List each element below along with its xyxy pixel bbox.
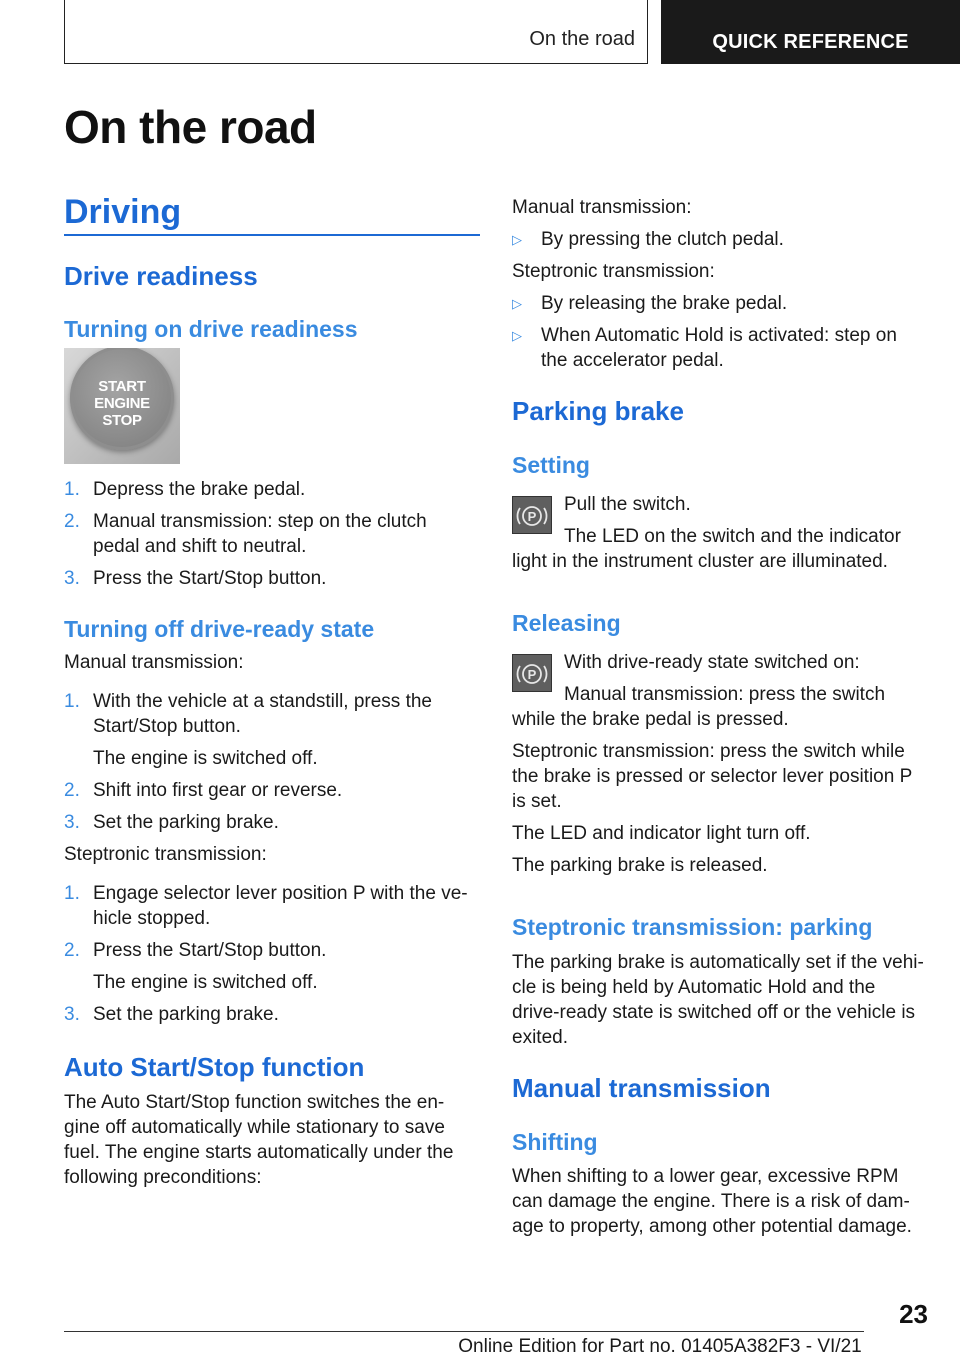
list-item: Start/Stop button. bbox=[93, 716, 241, 737]
parking-brake-switch-icon bbox=[512, 496, 552, 534]
page-title: On the road bbox=[64, 101, 317, 153]
list-item: Set the parking brake. bbox=[93, 1004, 279, 1025]
steptronic-parking-line: cle is being held by Automatic Hold and the bbox=[512, 977, 876, 998]
start-button-label: START ENGINE STOP bbox=[94, 378, 150, 429]
list-item: By pressing the clutch pedal. bbox=[541, 229, 784, 250]
heading-parking-brake: Parking brake bbox=[512, 396, 684, 426]
steptronic-parking-line: drive-ready state is switched off or the vehicle is bbox=[512, 1002, 916, 1023]
header-section-title: On the road bbox=[529, 28, 635, 50]
svg-text:P: P bbox=[527, 509, 537, 524]
releasing-line: is set. bbox=[512, 791, 562, 812]
list-item: By releasing the brake pedal. bbox=[541, 293, 788, 314]
auto-text-line: following preconditions: bbox=[64, 1167, 262, 1188]
list-item: The engine is switched off. bbox=[93, 748, 318, 769]
list-number: 3. bbox=[64, 568, 80, 589]
bullet-triangle-icon: ▷ bbox=[512, 232, 522, 247]
page-number: 23 bbox=[899, 1299, 928, 1329]
start-engine-stop-button-image bbox=[64, 348, 180, 464]
list-item: When Automatic Hold is activated: step on bbox=[541, 325, 897, 346]
heading-manual-transmission: Manual transmission bbox=[512, 1073, 771, 1103]
shifting-line: When shifting to a lower gear, excessive RPM bbox=[512, 1166, 899, 1187]
releasing-line: the brake is pressed or selector lever position P bbox=[512, 766, 913, 787]
auto-text-line: fuel. The engine starts automatically under the bbox=[64, 1142, 454, 1163]
bullet-triangle-icon: ▷ bbox=[512, 296, 522, 311]
manual-transmission-label: Manual transmission: bbox=[64, 652, 244, 673]
footer-edition: Online Edition for Part no. 01405A382F3 - VI/21 bbox=[458, 1336, 862, 1357]
footer-rule bbox=[64, 1331, 864, 1332]
list-item: Manual transmission: step on the clutch bbox=[93, 511, 427, 532]
list-item: With the vehicle at a standstill, press the bbox=[93, 691, 432, 712]
manual-transmission-label: Manual transmission: bbox=[512, 197, 692, 218]
list-item: Press the Start/Stop button. bbox=[93, 568, 327, 589]
releasing-line: Manual transmission: press the switch bbox=[564, 684, 886, 705]
heading-releasing: Releasing bbox=[512, 610, 621, 636]
releasing-line: With drive-ready state switched on: bbox=[564, 652, 860, 673]
list-number: 2. bbox=[64, 780, 80, 801]
heading-shifting: Shifting bbox=[512, 1129, 598, 1155]
list-item: The engine is switched off. bbox=[93, 972, 318, 993]
setting-line: light in the instrument cluster are illuminated. bbox=[512, 551, 888, 572]
releasing-line: while the brake pedal is pressed. bbox=[512, 709, 789, 730]
list-number: 1. bbox=[64, 883, 80, 904]
steptronic-transmission-label: Steptronic transmission: bbox=[64, 844, 267, 865]
list-item: hicle stopped. bbox=[93, 908, 211, 929]
steptronic-parking-line: The parking brake is automatically set if the vehi- bbox=[512, 952, 924, 973]
list-number: 2. bbox=[64, 940, 80, 961]
shifting-line: age to property, among other potential damage. bbox=[512, 1216, 912, 1237]
heading-turning-off: Turning off drive-ready state bbox=[64, 616, 375, 642]
list-item: Set the parking brake. bbox=[93, 812, 279, 833]
heading-drive-readiness: Drive readiness bbox=[64, 261, 258, 291]
auto-text-line: The Auto Start/Stop function switches the en- bbox=[64, 1092, 445, 1113]
releasing-line: The LED and indicator light turn off. bbox=[512, 823, 811, 844]
releasing-line: Steptronic transmission: press the switch while bbox=[512, 741, 905, 762]
list-item: the accelerator pedal. bbox=[541, 350, 724, 371]
list-number: 3. bbox=[64, 812, 80, 833]
header-section-box bbox=[64, 0, 648, 64]
heading-driving: Driving bbox=[64, 193, 182, 231]
list-number: 3. bbox=[64, 1004, 80, 1025]
heading-setting: Setting bbox=[512, 452, 590, 478]
list-number: 1. bbox=[64, 691, 80, 712]
shifting-line: can damage the engine. There is a risk of dam- bbox=[512, 1191, 910, 1212]
setting-line: Pull the switch. bbox=[564, 494, 691, 515]
list-item: pedal and shift to neutral. bbox=[93, 536, 307, 557]
list-item: Shift into first gear or reverse. bbox=[93, 780, 343, 801]
header-quick-reference-tab: QUICK REFERENCE bbox=[661, 0, 960, 64]
list-item: Depress the brake pedal. bbox=[93, 479, 306, 500]
list-item: Engage selector lever position P with the ve- bbox=[93, 883, 468, 904]
heading-turning-on: Turning on drive readiness bbox=[64, 316, 358, 342]
list-item: Press the Start/Stop button. bbox=[93, 940, 327, 961]
heading-auto-start-stop: Auto Start/Stop function bbox=[64, 1052, 365, 1082]
heading-steptronic-parking: Steptronic transmission: parking bbox=[512, 914, 873, 940]
releasing-line: The parking brake is released. bbox=[512, 855, 768, 876]
parking-brake-switch-icon bbox=[512, 654, 552, 692]
steptronic-parking-line: exited. bbox=[512, 1027, 568, 1048]
bullet-triangle-icon: ▷ bbox=[512, 328, 522, 343]
steptronic-transmission-label: Steptronic transmission: bbox=[512, 261, 715, 282]
setting-line: The LED on the switch and the indicator bbox=[564, 526, 901, 547]
list-number: 2. bbox=[64, 511, 80, 532]
svg-text:P: P bbox=[527, 667, 537, 682]
heading-driving-rule bbox=[64, 234, 480, 236]
list-number: 1. bbox=[64, 479, 80, 500]
auto-text-line: gine off automatically while stationary to save bbox=[64, 1117, 445, 1138]
